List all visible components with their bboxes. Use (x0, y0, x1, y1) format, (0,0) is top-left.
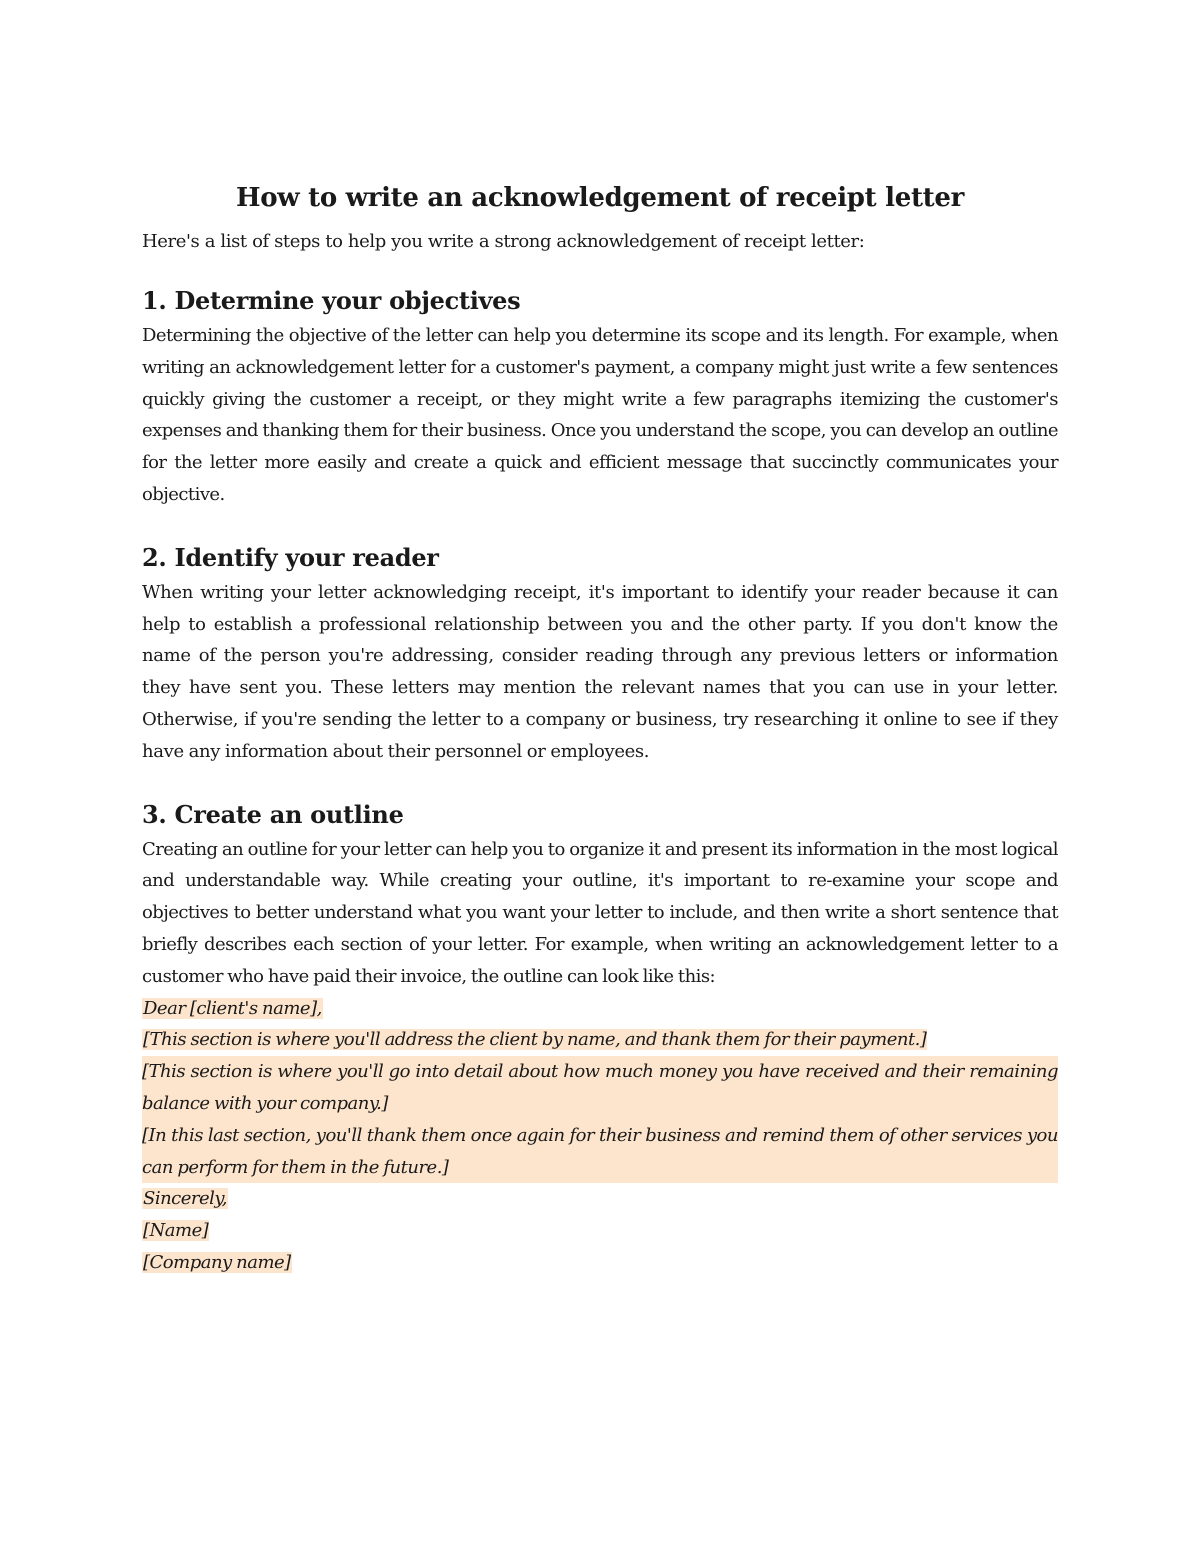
document-title: How to write an acknowledgement of receipt letter (235, 183, 965, 213)
section-3-text: [In this last section, you'll thank them once again for their business and remind them of other services you can perform for them in the future.] (142, 1120, 1058, 1184)
outline-section-3 (142, 1120, 1058, 1184)
outline-section-1 (142, 1024, 1058, 1056)
section-body-objectives: Determining the objective of the letter can help you determine its scope and its length. For example, when writing an acknowledgement letter for a customer's payment, a company might just write a few sentences quickly giving the customer a receipt, or they might write a few paragraphs itemizing the customer's expenses and thanking them for their business. Once you understand the scope, you can develop an outline for the letter more easily and create a quick and efficient message that succinctly communicates your objective. (142, 325, 1058, 505)
section-1-text: [This section is where you'll address the client by name, and thank them for their payment.] (143, 1029, 927, 1051)
section-body-reader: When writing your letter acknowledging receipt, it's important to identify your reader because it can help to establish a professional relationship between you and the other party. If you don't know the name of the person you're addressing, consider reading through any previous letters or information they have sent you. These letters may mention the relevant names that you can use in your letter. Otherwise, if you're sending the letter to a company or business, try researching it online to see if they have any information about their personnel or employees. (142, 581, 1058, 762)
outline-example (142, 993, 1058, 1279)
salutation-text: Dear [client's name], (143, 997, 322, 1019)
name-placeholder: [Name] (143, 1220, 209, 1242)
outline-company (142, 1247, 1058, 1279)
section-body-outline: Creating an outline for your letter can help you to organize it and present its information in the most logical and understandable way. While creating your outline, it's important to re-examine your scope and objectives to better understand what you want your letter to include, and then write a short sentence that briefly describes each section of your letter. For example, when writing an acknowledgement letter to a customer who have paid their invoice, the outline can look like this: (142, 838, 1058, 987)
outline-closing (142, 1183, 1058, 1215)
section-2-text: [This section is where you'll go into detail about how much money you have received and their remaining balance with your company.] (142, 1056, 1058, 1120)
outline-name (142, 1215, 1058, 1247)
section-heading-objectives: 1. Determine your objectives (142, 286, 521, 315)
document-body (142, 170, 1058, 1279)
section-heading-outline: 3. Create an outline (142, 799, 404, 829)
closing-text: Sincerely, (143, 1188, 227, 1210)
outline-section-2 (142, 1056, 1058, 1120)
intro-paragraph: Here's a list of steps to help you write a strong acknowledgement of receipt letter: (142, 231, 865, 252)
outline-salutation (142, 993, 1058, 1025)
company-placeholder: [Company name] (143, 1251, 291, 1273)
section-heading-reader: 2. Identify your reader (142, 542, 439, 572)
